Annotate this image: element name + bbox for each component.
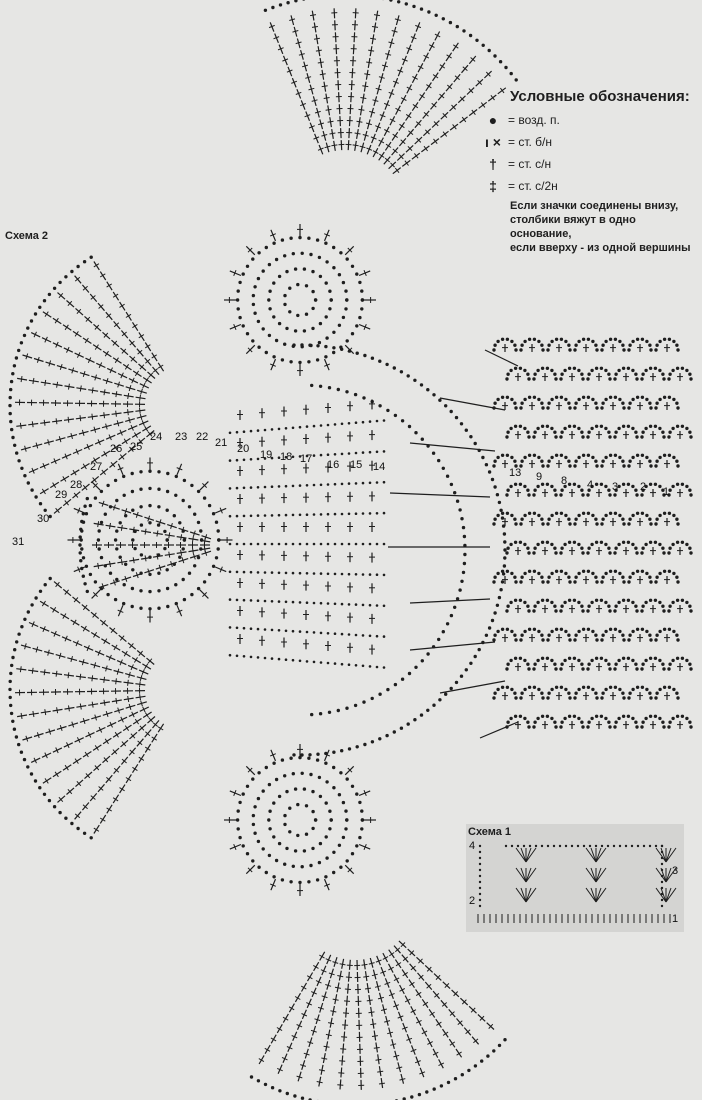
schema-1-panel bbox=[466, 824, 684, 932]
row-number-31: 31 bbox=[12, 536, 25, 548]
legend-title: Условные обозначения: bbox=[510, 88, 690, 105]
row-number-29: 29 bbox=[55, 489, 68, 501]
row-number-23: 23 bbox=[175, 431, 188, 443]
row-number-15: 15 bbox=[350, 459, 363, 471]
row-number-21: 21 bbox=[215, 437, 228, 449]
panel-row-number-3: 3 bbox=[612, 481, 619, 493]
row-number-19: 19 bbox=[260, 449, 273, 461]
panel-row-number-4: 4 bbox=[587, 479, 594, 491]
schema-1-label: Схема 1 bbox=[468, 826, 512, 838]
row-number-25: 25 bbox=[130, 441, 143, 453]
panel-row-number-1: 1 bbox=[663, 486, 670, 498]
panel-row-number-13: 13 bbox=[509, 467, 522, 479]
dagger-icon: † bbox=[489, 156, 497, 172]
schema1-row-number-3: 3 bbox=[672, 865, 679, 877]
panel-row-number-2: 2 bbox=[640, 481, 647, 493]
legend-note-line-2: столбики вяжут в одно основание, bbox=[510, 214, 636, 240]
row-number-16: 16 bbox=[327, 459, 340, 471]
row-number-14: 14 bbox=[373, 461, 386, 473]
schema1-row-number-1: 1 bbox=[672, 913, 679, 925]
cross-icon: ı × bbox=[485, 134, 501, 150]
double-dagger-icon: ‡ bbox=[489, 178, 497, 194]
row-number-20: 20 bbox=[237, 443, 250, 455]
row-number-18: 18 bbox=[280, 451, 293, 463]
row-numbers bbox=[12, 431, 669, 548]
connector-lines bbox=[388, 350, 518, 738]
legend-note-line-3: если вверху - из одной вершины bbox=[510, 242, 691, 254]
legend-note-line-1: Если значки соединены внизу, bbox=[510, 200, 679, 212]
dot-icon: ● bbox=[488, 112, 498, 128]
legend-chain-text: = возд. п. bbox=[508, 113, 560, 127]
legend-row-sc bbox=[478, 131, 696, 153]
panel-row-number-8: 8 bbox=[561, 475, 568, 487]
legend-row-dc bbox=[478, 153, 696, 175]
row-number-22: 22 bbox=[196, 431, 209, 443]
schema1-row-number-2: 2 bbox=[469, 895, 476, 907]
schema-2-label: Схема 2 bbox=[5, 230, 49, 242]
legend-row-chain bbox=[478, 109, 696, 131]
row-number-24: 24 bbox=[150, 431, 163, 443]
row-number-27: 27 bbox=[90, 461, 103, 473]
legend-hdc-text: = ст. с/2н bbox=[508, 179, 558, 193]
row-number-30: 30 bbox=[37, 513, 50, 525]
legend-dc-text: = ст. с/н bbox=[508, 157, 552, 171]
schema-1-diagram bbox=[466, 824, 684, 932]
legend bbox=[478, 88, 696, 255]
row-number-17: 17 bbox=[300, 453, 313, 465]
row-number-26: 26 bbox=[110, 443, 123, 455]
legend-sc-text: = ст. б/н bbox=[508, 135, 553, 149]
row-number-28: 28 bbox=[70, 479, 83, 491]
schema1-row-number-4: 4 bbox=[469, 840, 476, 852]
panel-row-number-9: 9 bbox=[536, 471, 543, 483]
legend-row-hdc bbox=[478, 175, 696, 197]
legend-note bbox=[510, 199, 696, 255]
